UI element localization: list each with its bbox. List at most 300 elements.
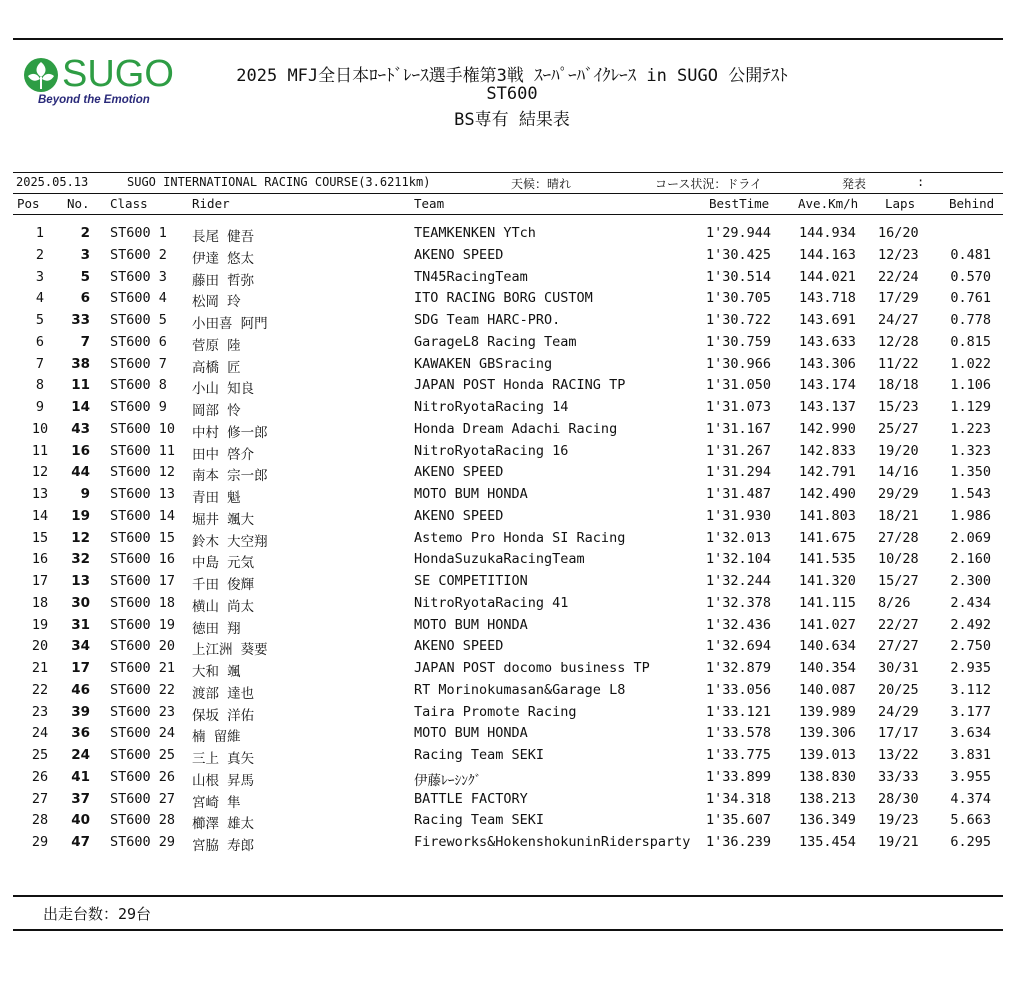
col-header-laps: Laps xyxy=(885,196,916,211)
cell-laps: 19/20 xyxy=(878,442,919,459)
cell-behind: 1.350 xyxy=(950,464,991,481)
cell-rider: 楠 留維 xyxy=(192,729,241,746)
cell-avg-speed: 143.633 xyxy=(799,333,856,350)
cell-team: Racing Team SEKI xyxy=(414,812,545,829)
cell-team: AKENO SPEED xyxy=(414,464,504,481)
table-row xyxy=(0,834,1024,855)
cell-avg-speed: 142.833 xyxy=(799,442,856,459)
cell-class: ST600 2 xyxy=(110,246,167,263)
cell-pos: 20 xyxy=(31,638,49,655)
cell-behind: 1.129 xyxy=(950,399,991,415)
cell-pos: 5 xyxy=(35,312,45,328)
table-row xyxy=(0,399,1024,420)
cell-number: 31 xyxy=(71,616,90,633)
class-title: ST600 xyxy=(486,84,538,104)
cell-pos: 26 xyxy=(31,768,49,785)
cell-class: ST600 7 xyxy=(110,355,167,372)
cell-number: 14 xyxy=(71,399,90,415)
table-row xyxy=(0,334,1024,355)
cell-best-time: 1'30.759 xyxy=(706,333,772,350)
info-announce: 発表 xyxy=(842,177,867,191)
cell-class: ST600 21 xyxy=(110,660,176,676)
cell-team: Fireworks&HokenshokuninRidersparty xyxy=(414,834,691,850)
table-row xyxy=(0,508,1024,529)
cell-avg-speed: 141.675 xyxy=(799,529,856,546)
cell-laps: 17/29 xyxy=(878,290,919,307)
cell-best-time: 1'32.244 xyxy=(706,573,772,589)
cell-rider: 千田 俊輝 xyxy=(192,577,255,593)
cell-behind: 3.112 xyxy=(950,681,991,698)
cell-number: 46 xyxy=(71,681,90,698)
cell-best-time: 1'31.930 xyxy=(706,507,772,524)
cell-behind: 2.069 xyxy=(950,529,991,546)
cell-rider: 中村 修一郎 xyxy=(192,424,268,441)
cell-best-time: 1'36.239 xyxy=(706,834,772,850)
cell-team: SE COMPETITION xyxy=(414,573,528,589)
cell-team: RT Morinokumasan&Garage L8 xyxy=(414,681,626,698)
table-row xyxy=(0,530,1024,551)
logo-tagline: Beyond the Emotion xyxy=(38,94,150,106)
cell-pos: 9 xyxy=(35,399,45,415)
cell-rider: 岡部 怜 xyxy=(192,403,241,419)
cell-class: ST600 26 xyxy=(110,768,176,785)
cell-best-time: 1'29.944 xyxy=(706,225,772,241)
cell-avg-speed: 143.137 xyxy=(799,399,856,415)
cell-number: 17 xyxy=(71,660,90,676)
cell-laps: 28/30 xyxy=(878,790,919,807)
cell-number: 12 xyxy=(71,529,90,546)
cell-rider: 長尾 健吾 xyxy=(192,229,255,245)
cell-team: JAPAN POST Honda RACING TP xyxy=(414,377,626,394)
cell-pos: 12 xyxy=(31,464,49,481)
cell-best-time: 1'32.104 xyxy=(706,551,772,568)
cell-rider: 横山 尚太 xyxy=(192,598,255,615)
cell-laps: 11/22 xyxy=(878,355,919,372)
cell-rider: 松岡 玲 xyxy=(192,294,241,311)
cell-avg-speed: 136.349 xyxy=(799,812,856,829)
cell-class: ST600 23 xyxy=(110,703,176,720)
cell-class: ST600 6 xyxy=(110,333,167,350)
cell-rider: 高橋 匠 xyxy=(192,359,241,376)
cell-class: ST600 22 xyxy=(110,681,176,698)
col-header-no: No. xyxy=(67,196,90,211)
cell-rider: 南本 宗一郎 xyxy=(192,468,268,485)
cell-laps: 15/23 xyxy=(878,399,919,415)
cell-best-time: 1'33.056 xyxy=(706,681,772,698)
cell-class: ST600 8 xyxy=(110,377,167,394)
table-row xyxy=(0,356,1024,377)
cell-best-time: 1'31.050 xyxy=(706,377,772,394)
cell-pos: 17 xyxy=(31,573,49,589)
cell-team: AKENO SPEED xyxy=(414,246,504,263)
cell-laps: 24/27 xyxy=(878,312,919,328)
cell-pos: 7 xyxy=(35,355,45,372)
cell-rider: 保坂 洋佑 xyxy=(192,707,255,724)
cell-pos: 14 xyxy=(31,507,49,524)
cell-best-time: 1'31.487 xyxy=(706,486,772,502)
cell-class: ST600 1 xyxy=(110,225,167,241)
cell-team: BATTLE FACTORY xyxy=(414,790,528,807)
cell-number: 44 xyxy=(71,464,90,481)
cell-behind: 3.955 xyxy=(950,768,991,785)
cell-laps: 19/23 xyxy=(878,812,919,829)
cell-behind: 3.831 xyxy=(950,747,991,763)
cell-class: ST600 5 xyxy=(110,312,167,328)
cell-laps: 17/17 xyxy=(878,725,919,742)
cell-laps: 22/24 xyxy=(878,268,919,285)
cell-class: ST600 24 xyxy=(110,725,176,742)
col-header-pos: Pos xyxy=(17,196,40,211)
cell-pos: 29 xyxy=(31,834,49,850)
cell-number: 24 xyxy=(71,747,90,763)
cell-class: ST600 18 xyxy=(110,594,176,611)
cell-avg-speed: 141.535 xyxy=(799,551,856,568)
cell-avg-speed: 141.803 xyxy=(799,507,856,524)
cell-class: ST600 3 xyxy=(110,268,167,285)
page-title: 2025 MFJ全日本ﾛｰﾄﾞﾚｰｽ選手権第3戦 ｽｰﾊﾟｰﾊﾞｲｸﾚｰｽ in SUGO 公開ﾃｽﾄ xyxy=(236,66,788,86)
cell-class: ST600 16 xyxy=(110,551,176,568)
footer-bottom-rule xyxy=(13,929,1003,931)
cell-avg-speed: 141.115 xyxy=(799,594,856,611)
cell-behind: 1.106 xyxy=(950,377,991,394)
col-header-rider: Rider xyxy=(192,196,230,211)
cell-team: Honda Dream Adachi Racing xyxy=(414,420,618,437)
cell-number: 39 xyxy=(71,703,90,720)
table-row xyxy=(0,247,1024,268)
cell-rider: 三上 真矢 xyxy=(192,751,255,767)
cell-laps: 29/29 xyxy=(878,486,919,502)
cell-pos: 1 xyxy=(35,225,45,241)
cell-rider: 小山 知良 xyxy=(192,381,255,398)
cell-number: 11 xyxy=(71,377,90,394)
cell-best-time: 1'30.705 xyxy=(706,290,772,307)
cell-class: ST600 17 xyxy=(110,573,176,589)
cell-best-time: 1'32.013 xyxy=(706,529,772,546)
table-row xyxy=(0,660,1024,681)
cell-pos: 21 xyxy=(31,660,49,676)
cell-class: ST600 15 xyxy=(110,529,176,546)
cell-best-time: 1'35.607 xyxy=(706,812,772,829)
cell-team: MOTO BUM HONDA xyxy=(414,725,528,742)
cell-team: NitroRyotaRacing 14 xyxy=(414,399,569,415)
cell-best-time: 1'32.436 xyxy=(706,616,772,633)
cell-class: ST600 25 xyxy=(110,747,176,763)
cell-team: Racing Team SEKI xyxy=(414,747,545,763)
cell-pos: 28 xyxy=(31,812,49,829)
cell-laps: 10/28 xyxy=(878,551,919,568)
cell-rider: 櫛澤 雄太 xyxy=(192,816,255,833)
cell-number: 13 xyxy=(71,573,90,589)
cell-best-time: 1'31.167 xyxy=(706,420,772,437)
cell-number: 33 xyxy=(71,312,90,328)
cell-avg-speed: 143.718 xyxy=(799,290,856,307)
table-row xyxy=(0,290,1024,311)
cell-pos: 13 xyxy=(31,486,49,502)
cell-rider: 小田喜 阿門 xyxy=(192,316,268,332)
cell-avg-speed: 144.021 xyxy=(799,268,856,285)
logo-wordmark: SUGO xyxy=(62,53,174,95)
cell-pos: 19 xyxy=(31,616,49,633)
cell-best-time: 1'30.966 xyxy=(706,355,772,372)
cell-class: ST600 29 xyxy=(110,834,176,850)
cell-rider: 大和 颯 xyxy=(192,664,241,680)
cell-laps: 14/16 xyxy=(878,464,919,481)
top-rule xyxy=(13,38,1003,40)
cell-number: 37 xyxy=(71,790,90,807)
table-row xyxy=(0,573,1024,594)
cell-rider: 渡部 達也 xyxy=(192,685,255,702)
cell-rider: 鈴木 大空翔 xyxy=(192,533,268,550)
cell-avg-speed: 140.634 xyxy=(799,638,856,655)
cell-avg-speed: 140.354 xyxy=(799,660,856,676)
cell-rider: 宮脇 寿郎 xyxy=(192,838,255,854)
cell-laps: 20/25 xyxy=(878,681,919,698)
table-row xyxy=(0,682,1024,703)
session-title: BS専有 結果表 xyxy=(454,110,570,130)
table-row xyxy=(0,617,1024,638)
cell-number: 43 xyxy=(71,420,90,437)
cell-behind: 0.570 xyxy=(950,268,991,285)
cell-team: Astemo Pro Honda SI Racing xyxy=(414,529,626,546)
cell-behind: 2.434 xyxy=(950,594,991,611)
cell-pos: 25 xyxy=(31,747,49,763)
cell-behind: 0.778 xyxy=(950,312,991,328)
cell-rider: 伊達 悠太 xyxy=(192,250,255,267)
cell-team: MOTO BUM HONDA xyxy=(414,486,528,502)
cell-behind: 2.300 xyxy=(950,573,991,589)
cell-pos: 27 xyxy=(31,790,49,807)
cell-best-time: 1'34.318 xyxy=(706,790,772,807)
info-date: 2025.05.13 xyxy=(16,175,89,189)
cell-pos: 8 xyxy=(35,377,45,394)
table-row xyxy=(0,421,1024,442)
cell-number: 16 xyxy=(71,442,90,459)
cell-behind: 6.295 xyxy=(950,834,991,850)
cell-laps: 12/28 xyxy=(878,333,919,350)
info-weather: 天候：晴れ xyxy=(511,177,572,191)
cell-avg-speed: 139.306 xyxy=(799,725,856,742)
cell-class: ST600 13 xyxy=(110,486,176,502)
cell-team: SDG Team HARC-PRO. xyxy=(414,312,561,328)
cell-best-time: 1'32.879 xyxy=(706,660,772,676)
cell-team: ITO RACING BORG CUSTOM xyxy=(414,290,593,307)
cell-team: TEAMKENKEN YTch xyxy=(414,225,536,241)
cell-behind: 3.634 xyxy=(950,725,991,742)
cell-behind: 2.492 xyxy=(950,616,991,633)
cell-avg-speed: 139.013 xyxy=(799,747,856,763)
col-header-avg: Ave.Km/h xyxy=(798,196,859,211)
cell-best-time: 1'30.722 xyxy=(706,312,772,328)
cell-behind: 1.543 xyxy=(950,486,991,502)
info-top-rule xyxy=(13,172,1003,173)
cell-team: NitroRyotaRacing 16 xyxy=(414,442,569,459)
table-row xyxy=(0,486,1024,507)
col-header-best: BestTime xyxy=(709,196,770,211)
table-row xyxy=(0,704,1024,725)
cell-pos: 15 xyxy=(31,529,49,546)
cell-pos: 23 xyxy=(31,703,49,720)
cell-avg-speed: 139.989 xyxy=(799,703,856,720)
cell-laps: 22/27 xyxy=(878,616,919,633)
cell-pos: 3 xyxy=(35,268,45,285)
cell-behind: 0.481 xyxy=(950,246,991,263)
cell-class: ST600 10 xyxy=(110,420,176,437)
cell-class: ST600 20 xyxy=(110,638,176,655)
cell-avg-speed: 142.791 xyxy=(799,464,856,481)
cell-rider: 青田 魁 xyxy=(192,490,241,506)
cell-avg-speed: 143.174 xyxy=(799,377,856,394)
table-row xyxy=(0,747,1024,768)
cell-avg-speed: 144.934 xyxy=(799,225,856,241)
cell-behind: 1.022 xyxy=(950,355,991,372)
cell-laps: 19/21 xyxy=(878,834,919,850)
cell-laps: 33/33 xyxy=(878,768,919,785)
cell-pos: 16 xyxy=(31,551,49,568)
cell-behind: 2.750 xyxy=(950,638,991,655)
info-bottom-rule xyxy=(13,193,1003,194)
cell-team: GarageL8 Racing Team xyxy=(414,333,577,350)
cell-behind: 4.374 xyxy=(950,790,991,807)
cell-laps: 27/28 xyxy=(878,529,919,546)
cell-behind: 3.177 xyxy=(950,703,991,720)
cell-best-time: 1'30.425 xyxy=(706,246,772,263)
cell-avg-speed: 144.163 xyxy=(799,246,856,263)
cell-best-time: 1'33.578 xyxy=(706,725,772,742)
cell-behind: 1.323 xyxy=(950,442,991,459)
cell-pos: 24 xyxy=(31,725,49,742)
starters-count: 出走台数：29台 xyxy=(43,905,152,923)
cell-number: 32 xyxy=(71,551,90,568)
cell-behind: 5.663 xyxy=(950,812,991,829)
cell-laps: 27/27 xyxy=(878,638,919,655)
table-row xyxy=(0,638,1024,659)
cell-laps: 16/20 xyxy=(878,225,919,241)
cell-best-time: 1'31.294 xyxy=(706,464,772,481)
cell-class: ST600 12 xyxy=(110,464,176,481)
cell-team: AKENO SPEED xyxy=(414,507,504,524)
table-row xyxy=(0,225,1024,246)
cell-avg-speed: 135.454 xyxy=(799,834,856,850)
table-row xyxy=(0,812,1024,833)
cell-best-time: 1'33.775 xyxy=(706,747,772,763)
cell-class: ST600 19 xyxy=(110,616,176,633)
table-row xyxy=(0,377,1024,398)
cell-rider: 山根 昇馬 xyxy=(192,772,255,789)
cell-behind: 1.986 xyxy=(950,507,991,524)
cell-team: AKENO SPEED xyxy=(414,638,504,655)
table-row xyxy=(0,551,1024,572)
cell-behind: 2.160 xyxy=(950,551,991,568)
cell-rider: 上江洲 葵要 xyxy=(192,642,268,659)
cell-laps: 18/18 xyxy=(878,377,919,394)
cell-pos: 22 xyxy=(31,681,49,698)
cell-pos: 2 xyxy=(35,246,45,263)
cell-number: 30 xyxy=(71,594,90,611)
cell-class: ST600 27 xyxy=(110,790,176,807)
cell-avg-speed: 141.027 xyxy=(799,616,856,633)
cell-avg-speed: 140.087 xyxy=(799,681,856,698)
cell-best-time: 1'31.267 xyxy=(706,442,772,459)
cell-pos: 4 xyxy=(35,290,45,307)
cell-laps: 15/27 xyxy=(878,573,919,589)
info-track: コース状況：ドライ xyxy=(655,177,763,191)
cell-number: 6 xyxy=(80,290,90,307)
cell-team: Taira Promote Racing xyxy=(414,703,577,720)
cell-best-time: 1'30.514 xyxy=(706,268,772,285)
col-header-team: Team xyxy=(414,196,445,211)
cell-rider: 田中 啓介 xyxy=(192,446,255,463)
cell-number: 7 xyxy=(80,333,90,350)
table-row xyxy=(0,269,1024,290)
table-row xyxy=(0,791,1024,812)
table-row xyxy=(0,464,1024,485)
cell-number: 36 xyxy=(71,725,90,742)
cell-behind: 1.223 xyxy=(950,420,991,437)
cell-number: 41 xyxy=(71,768,90,785)
cell-best-time: 1'33.899 xyxy=(706,768,772,785)
cell-pos: 6 xyxy=(35,333,45,350)
cell-avg-speed: 143.306 xyxy=(799,355,856,372)
cell-best-time: 1'32.378 xyxy=(706,594,772,611)
col-header-behind: Behind xyxy=(949,196,995,211)
cell-team: JAPAN POST docomo business TP xyxy=(414,660,650,676)
cell-number: 47 xyxy=(71,834,90,850)
cell-class: ST600 9 xyxy=(110,399,167,415)
table-row xyxy=(0,312,1024,333)
cell-number: 19 xyxy=(71,507,90,524)
cell-class: ST600 14 xyxy=(110,507,176,524)
cell-best-time: 1'31.073 xyxy=(706,399,772,415)
cell-number: 34 xyxy=(71,638,90,655)
cell-laps: 24/29 xyxy=(878,703,919,720)
cell-pos: 11 xyxy=(31,442,49,459)
cell-pos: 18 xyxy=(31,594,49,611)
cell-class: ST600 11 xyxy=(110,442,176,459)
cell-laps: 8/26 xyxy=(878,594,911,611)
cell-number: 40 xyxy=(71,812,90,829)
cell-number: 38 xyxy=(71,355,90,372)
cell-rider: 宮崎 隼 xyxy=(192,794,241,811)
cell-team: TN45RacingTeam xyxy=(414,268,528,285)
cell-number: 5 xyxy=(80,268,90,285)
cell-laps: 25/27 xyxy=(878,420,919,437)
cell-number: 9 xyxy=(80,486,90,502)
cell-number: 2 xyxy=(80,225,90,241)
info-announce-time: : xyxy=(917,175,925,189)
cell-team: 伊藤ﾚｰｼﾝｸﾞ xyxy=(414,772,482,789)
cell-pos: 10 xyxy=(31,420,49,437)
cell-laps: 18/21 xyxy=(878,507,919,524)
cell-avg-speed: 138.830 xyxy=(799,768,856,785)
cell-class: ST600 4 xyxy=(110,290,167,307)
cell-team: HondaSuzukaRacingTeam xyxy=(414,551,585,568)
cell-laps: 12/23 xyxy=(878,246,919,263)
cell-avg-speed: 142.990 xyxy=(799,420,856,437)
table-row xyxy=(0,725,1024,746)
cell-best-time: 1'33.121 xyxy=(706,703,772,720)
cell-behind: 0.815 xyxy=(950,333,991,350)
cell-behind: 2.935 xyxy=(950,660,991,676)
cell-behind: 0.761 xyxy=(950,290,991,307)
cell-class: ST600 28 xyxy=(110,812,176,829)
cell-avg-speed: 141.320 xyxy=(799,573,856,589)
table-row xyxy=(0,769,1024,790)
cell-rider: 徳田 翔 xyxy=(192,620,241,637)
cell-best-time: 1'32.694 xyxy=(706,638,772,655)
cell-avg-speed: 143.691 xyxy=(799,312,856,328)
cell-team: NitroRyotaRacing 41 xyxy=(414,594,569,611)
cell-rider: 中島 元気 xyxy=(192,555,255,572)
